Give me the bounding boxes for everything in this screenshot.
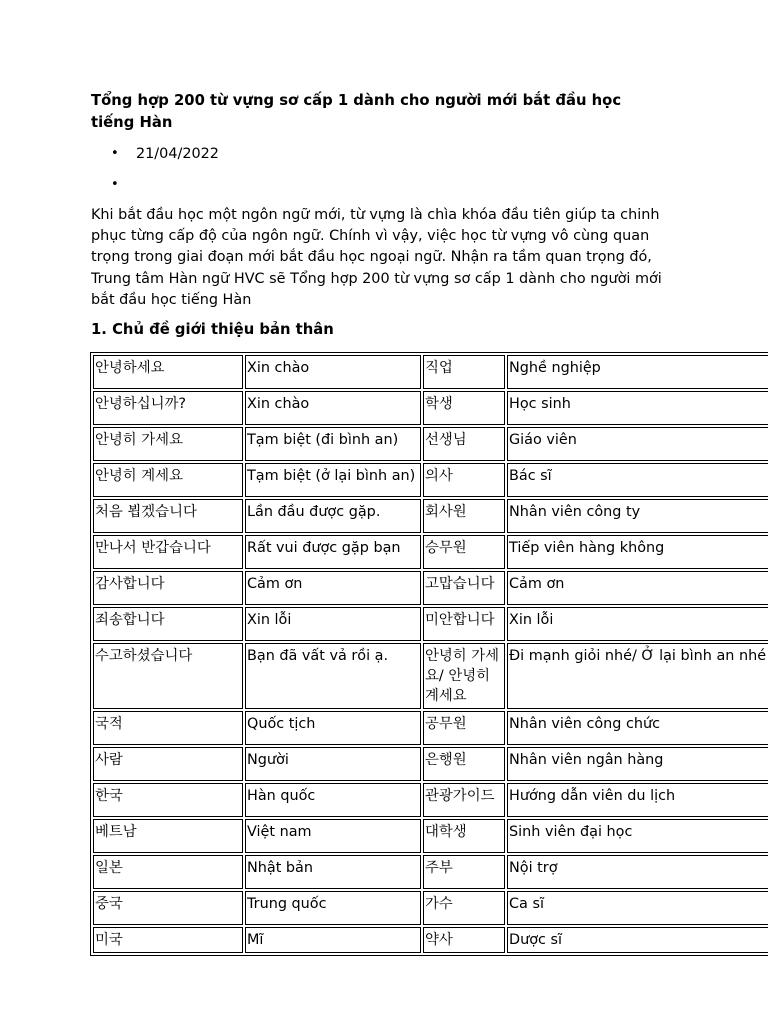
vietnamese-meaning-cell: Bạn đã vất vả rồi ạ. (245, 643, 421, 709)
vietnamese-meaning-cell: Trung quốc (245, 891, 421, 925)
table-row (93, 927, 768, 953)
korean-term-cell: 선생님 (423, 427, 505, 461)
korean-term-cell: 직업 (423, 355, 505, 389)
korean-term-cell: 한국 (93, 783, 243, 817)
table-row (93, 747, 768, 781)
korean-term-cell: 승무원 (423, 535, 505, 569)
korean-term-cell: 안녕히 가세요 (93, 427, 243, 461)
table-row (93, 499, 768, 533)
korean-term-cell: 일본 (93, 855, 243, 889)
vietnamese-meaning-cell: Hướng dẫn viên du lịch (507, 783, 768, 817)
vietnamese-meaning-cell: Nhật bản (245, 855, 421, 889)
vocab-table-body (93, 355, 768, 953)
korean-term-cell: 공무원 (423, 711, 505, 745)
vietnamese-meaning-cell: Sinh viên đại học (507, 819, 768, 853)
korean-term-cell: 약사 (423, 927, 505, 953)
article-empty-item (91, 175, 219, 206)
vietnamese-meaning-cell: Tạm biệt (đi bình an) (245, 427, 421, 461)
korean-term-cell: 대학생 (423, 819, 505, 853)
table-row (93, 819, 768, 853)
korean-term-cell: 관광가이드 (423, 783, 505, 817)
article-meta-list (91, 144, 219, 206)
vietnamese-meaning-cell: Nhân viên công chức (507, 711, 768, 745)
korean-term-cell: 수고하셨습니다 (93, 643, 243, 709)
article-date: 21/04/2022 (136, 146, 219, 162)
korean-term-cell: 의사 (423, 463, 505, 497)
korean-term-cell: 사람 (93, 747, 243, 781)
korean-term-cell: 미안합니다 (423, 607, 505, 641)
table-row (93, 535, 768, 569)
vietnamese-meaning-cell: Lần đầu được gặp. (245, 499, 421, 533)
vocab-table (90, 352, 768, 956)
table-row (93, 463, 768, 497)
vietnamese-meaning-cell: Tạm biệt (ở lại bình an) (245, 463, 421, 497)
korean-term-cell: 안녕히 가세요/ 안녕히 계세요 (423, 643, 505, 709)
korean-term-cell: 죄송합니다 (93, 607, 243, 641)
korean-term-cell: 안녕하십니까? (93, 391, 243, 425)
article-date-item (91, 144, 219, 175)
table-row (93, 607, 768, 641)
korean-term-cell: 회사원 (423, 499, 505, 533)
vietnamese-meaning-cell: Cảm ơn (507, 571, 768, 605)
korean-term-cell: 고맙습니다 (423, 571, 505, 605)
korean-term-cell: 중국 (93, 891, 243, 925)
korean-term-cell: 베트남 (93, 819, 243, 853)
korean-term-cell: 감사합니다 (93, 571, 243, 605)
korean-term-cell: 안녕히 계세요 (93, 463, 243, 497)
korean-term-cell: 처음 뵙겠습니다 (93, 499, 243, 533)
korean-term-cell: 가수 (423, 891, 505, 925)
vietnamese-meaning-cell: Tiếp viên hàng không (507, 535, 768, 569)
table-row (93, 891, 768, 925)
table-row (93, 783, 768, 817)
vietnamese-meaning-cell: Xin chào (245, 391, 421, 425)
vietnamese-meaning-cell: Người (245, 747, 421, 781)
table-row (93, 643, 768, 709)
vietnamese-meaning-cell: Xin lỗi (245, 607, 421, 641)
vietnamese-meaning-cell: Rất vui được gặp bạn (245, 535, 421, 569)
korean-term-cell: 만나서 반갑습니다 (93, 535, 243, 569)
vietnamese-meaning-cell: Quốc tịch (245, 711, 421, 745)
korean-term-cell: 은행원 (423, 747, 505, 781)
intro-paragraph: Khi bắt đầu học một ngôn ngữ mới, từ vựng là chìa khóa đầu tiên giúp ta chinh phục từng cấp độ của ngôn ngữ. Chính vì vậy, việc học từ vựng vô cùng quan trọng trong giai đoạn mới bắt đầu học ngoại ngữ. Nhận ra tầm quan trọng đó, Trung tâm Hàn ngữ HVC sẽ Tổng hợp 200 từ vựng sơ cấp 1 dành cho người mới bắt đầu học tiếng Hàn (91, 207, 662, 308)
vietnamese-meaning-cell: Mĩ (245, 927, 421, 953)
table-row (93, 355, 768, 389)
vietnamese-meaning-cell: Dược sĩ (507, 927, 768, 953)
table-row (93, 571, 768, 605)
vietnamese-meaning-cell: Đi mạnh giỏi nhé/ Ở lại bình an nhé (507, 643, 768, 709)
table-row (93, 855, 768, 889)
vietnamese-meaning-cell: Giáo viên (507, 427, 768, 461)
table-row (93, 711, 768, 745)
vietnamese-meaning-cell: Cảm ơn (245, 571, 421, 605)
vietnamese-meaning-cell: Học sinh (507, 391, 768, 425)
table-row (93, 427, 768, 461)
vietnamese-meaning-cell: Nhân viên công ty (507, 499, 768, 533)
bullet-icon: • (111, 146, 119, 161)
section-heading: 1. Chủ đề giới thiệu bản thân (91, 321, 334, 338)
vietnamese-meaning-cell: Xin lỗi (507, 607, 768, 641)
table-row (93, 391, 768, 425)
vietnamese-meaning-cell: Xin chào (245, 355, 421, 389)
vietnamese-meaning-cell: Nội trợ (507, 855, 768, 889)
vietnamese-meaning-cell: Ca sĩ (507, 891, 768, 925)
article-title: Tổng hợp 200 từ vựng sơ cấp 1 dành cho người mới bắt đầu học tiếng Hàn (91, 92, 622, 131)
korean-term-cell: 국적 (93, 711, 243, 745)
korean-term-cell: 안녕하세요 (93, 355, 243, 389)
vietnamese-meaning-cell: Nghề nghiệp (507, 355, 768, 389)
vietnamese-meaning-cell: Nhân viên ngân hàng (507, 747, 768, 781)
vietnamese-meaning-cell: Việt nam (245, 819, 421, 853)
vietnamese-meaning-cell: Bác sĩ (507, 463, 768, 497)
korean-term-cell: 학생 (423, 391, 505, 425)
bullet-icon: • (111, 177, 119, 192)
vietnamese-meaning-cell: Hàn quốc (245, 783, 421, 817)
korean-term-cell: 미국 (93, 927, 243, 953)
korean-term-cell: 주부 (423, 855, 505, 889)
